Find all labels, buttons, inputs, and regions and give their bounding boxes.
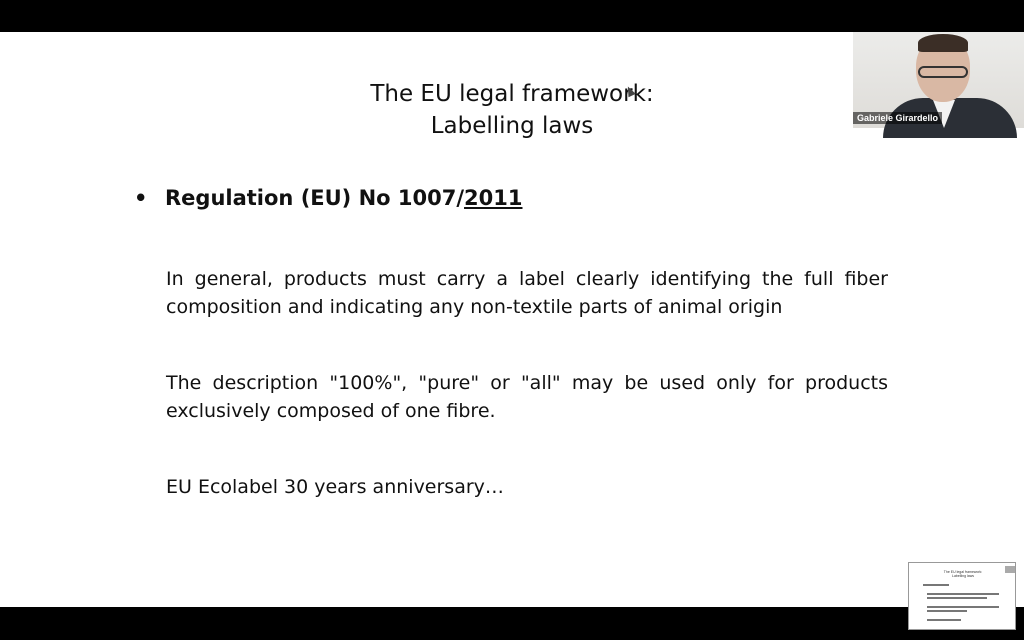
paragraph-ecolabel: EU Ecolabel 30 years anniversary… (166, 476, 504, 498)
regulation-prefix: Regulation (EU) No 1007/ (165, 186, 465, 210)
thumbnail-text-line (927, 593, 999, 595)
bullet-icon: • (134, 186, 148, 210)
thumbnail-text-line (927, 597, 987, 599)
slide-title (250, 78, 774, 142)
thumbnail-title-line2: Labelling laws (952, 574, 974, 578)
thumbnail-text-line (923, 584, 949, 586)
paragraph-pure-description: The description "100%", "pure" or "all" may be used only for products exclusively composed of one fibre. (166, 372, 888, 422)
thumbnail-title-line1: The EU legal framework: (943, 570, 983, 574)
slide-title-line2: Labelling laws (430, 113, 594, 139)
participant-name-label: Gabriele Girardello (853, 112, 942, 124)
thumbnail-title (909, 570, 1016, 578)
slide-title-line1: The EU legal framework: (370, 81, 654, 107)
slide-thumbnail-preview[interactable] (908, 562, 1016, 630)
glasses-icon (918, 66, 968, 78)
participant-hair (918, 34, 968, 52)
thumbnail-text-line (927, 606, 999, 608)
regulation-year: 2011 (464, 186, 523, 210)
thumbnail-text-line (927, 610, 967, 612)
bullet-regulation (134, 186, 522, 210)
thumbnail-text-line (927, 619, 961, 621)
paragraph-label-requirement: In general, products must carry a label clearly identifying the full fiber composition and indicating any non-textile parts of animal origin (166, 268, 888, 318)
